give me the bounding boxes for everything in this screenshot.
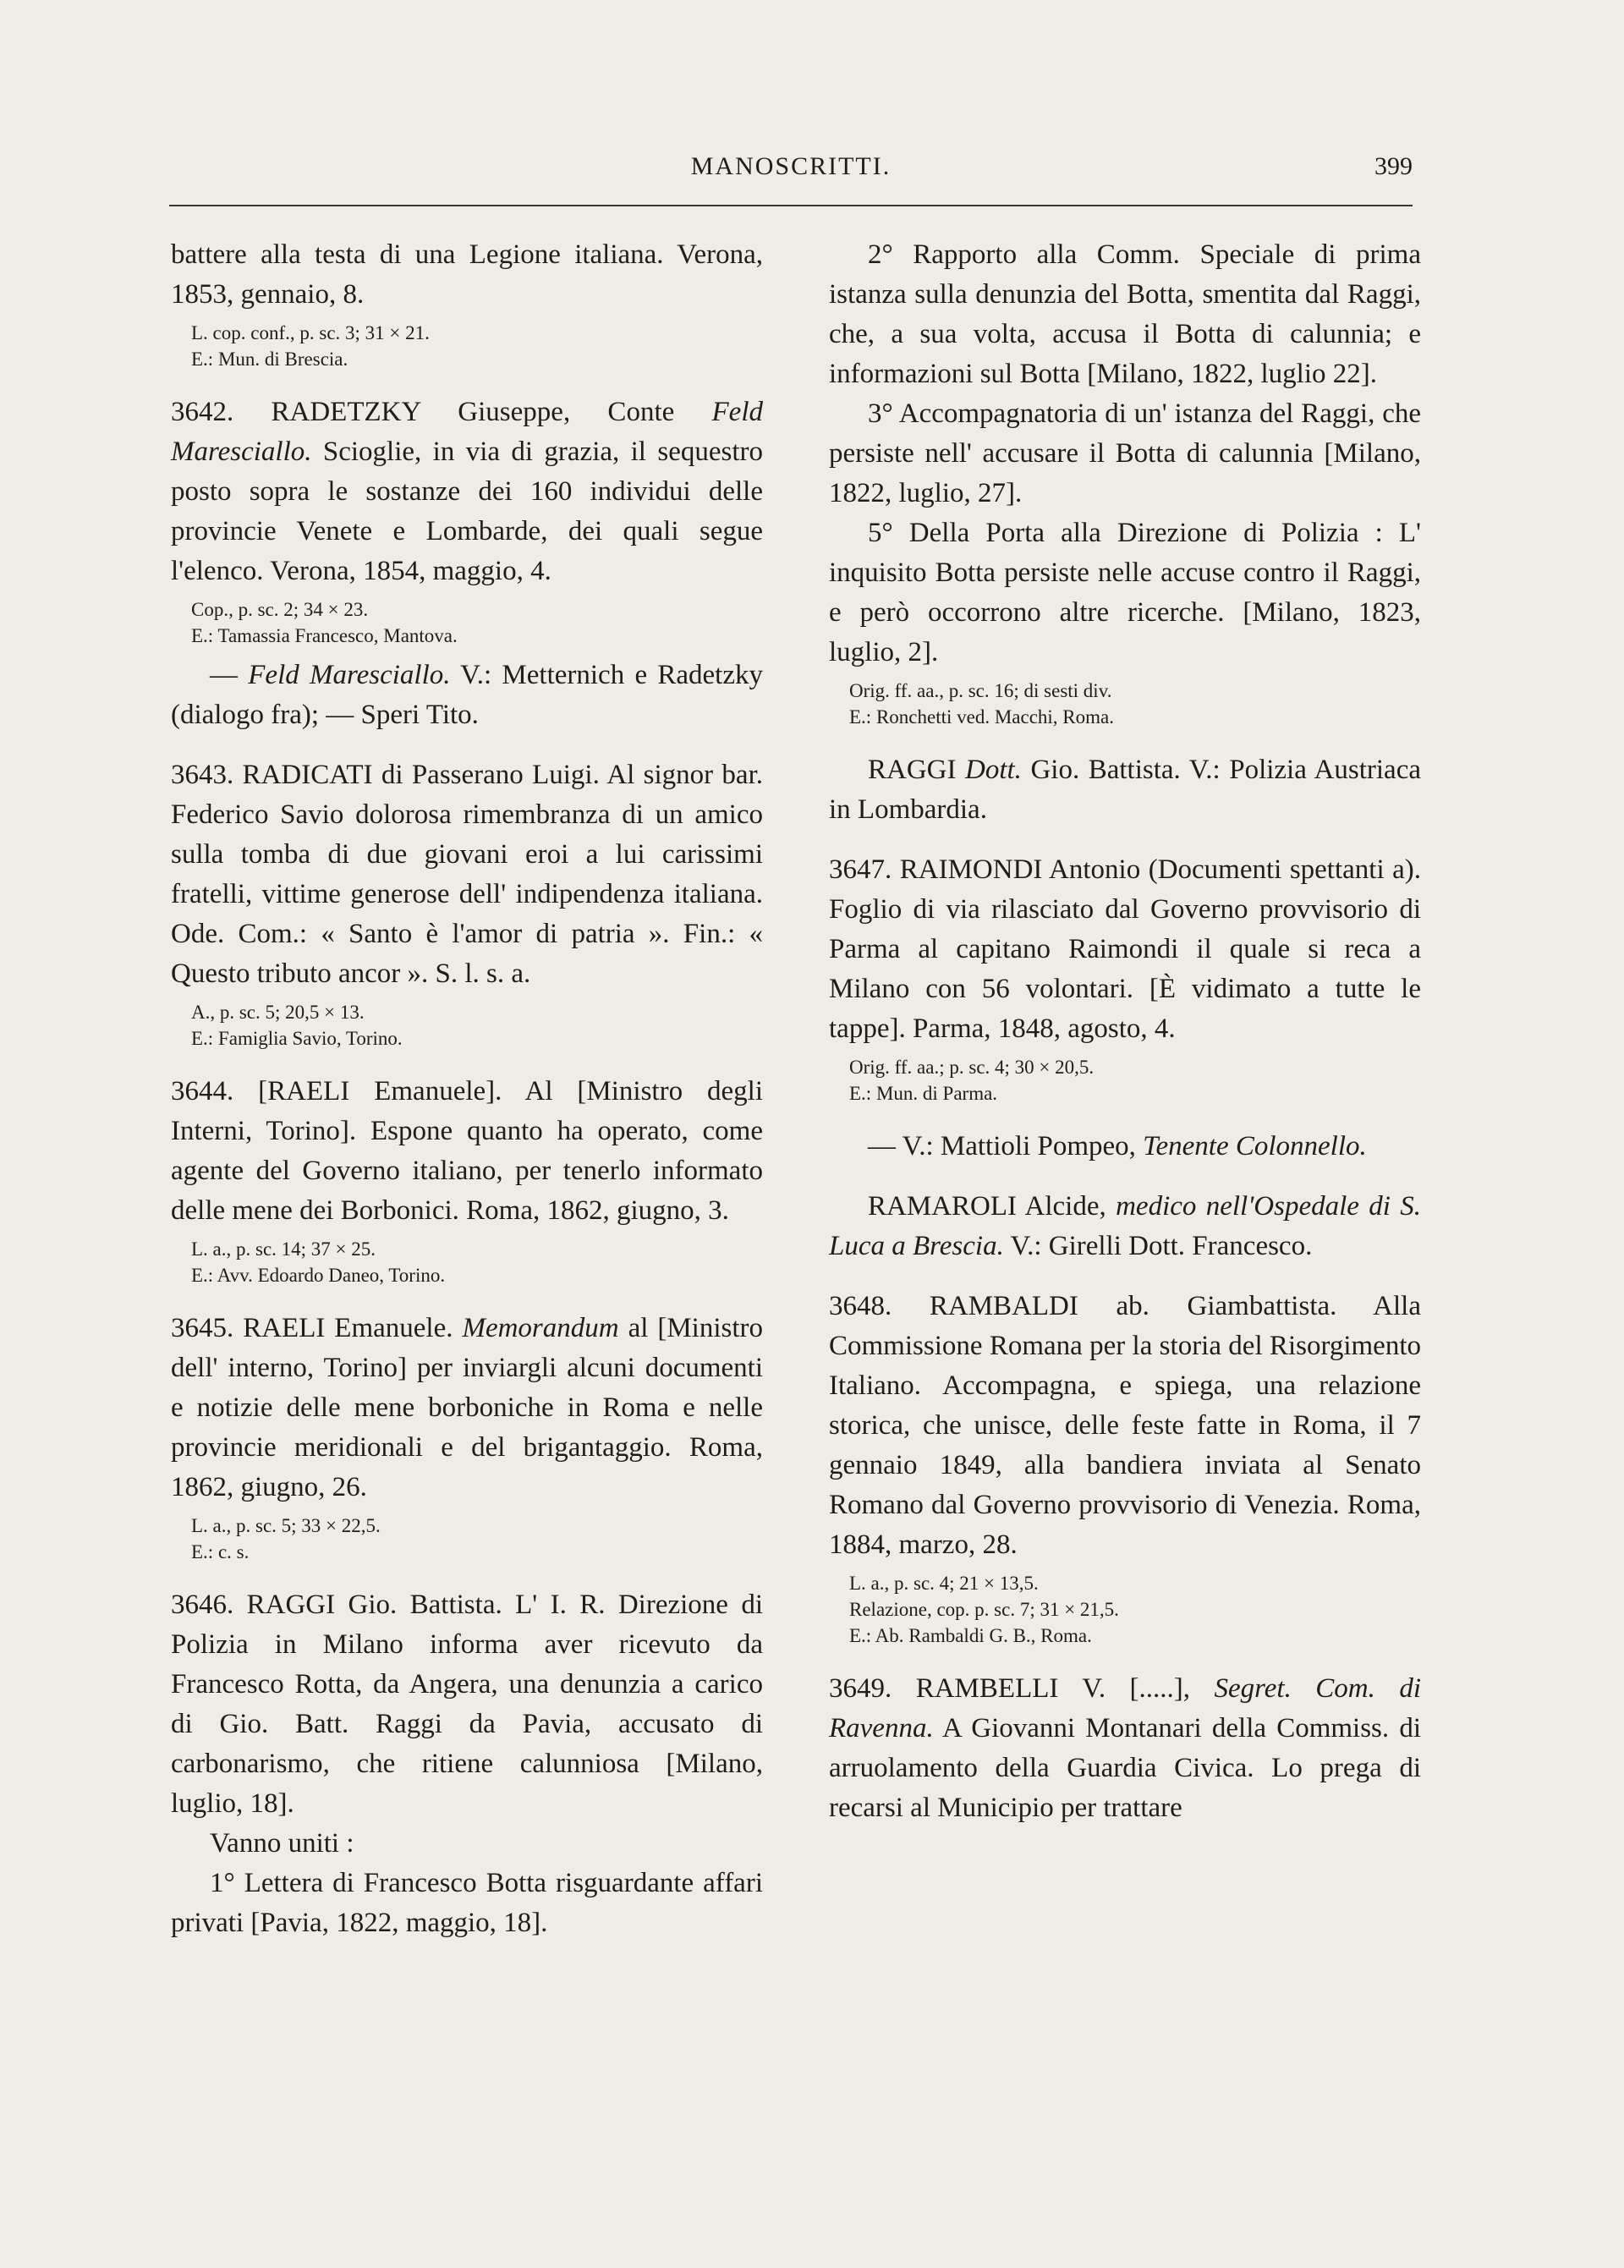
- continued-entry: [171, 235, 763, 372]
- left-column: [171, 235, 763, 1963]
- entry-heading-italic: Memorandum: [462, 1313, 619, 1343]
- entry-paragraph: 2° Rapporto alla Comm. Speciale di prima istanza sulla denunzia del Botta, smentita dal Raggi, che, a sua volta, accusa il Botta di calunnia; e informazioni sul Botta [Milano, 1822, luglio 22].: [829, 239, 1421, 389]
- meta-line: E.: Ronchetti ved. Macchi, Roma.: [849, 706, 1114, 728]
- entry-meta: [191, 999, 763, 1052]
- page-number: 399: [1374, 152, 1413, 180]
- entry-paragraph: 3° Accompagnatoria di un' istanza del Raggi, che persiste nell' accusare il Botta di calunnia [Milano, 1822, luglio, 27].: [829, 398, 1421, 508]
- entry-heading: 3642. RADETZKY Giuseppe, Conte: [171, 397, 712, 427]
- entry-3647: [829, 850, 1421, 1107]
- entry-3648: [829, 1287, 1421, 1649]
- xref-prefix: RAMAROLI Alcide,: [868, 1191, 1116, 1222]
- entry-text: 3648. RAMBALDI ab. Giambattista. Alla Commissione Romana per la storia del Risorgimento Italiano. Accompagna, e spiega, una relazione storica, che unisce, delle feste fatte in Roma, il 7 gennaio 1849, alla bandiera inviata al Senato Romano dal Governo provvisorio di Venezia. Roma, 1884, marzo, 28.: [829, 1291, 1421, 1560]
- entry-meta: [849, 1054, 1421, 1107]
- continued-entry: [829, 235, 1421, 730]
- right-column: [829, 235, 1421, 1848]
- entry-text: battere alla testa di una Legione italiana. Verona, 1853, gennaio, 8.: [171, 239, 763, 310]
- entry-text: [171, 1309, 763, 1507]
- entry-body: A Giovanni Montanari della Commiss. di arruolamento della Guardia Civica. Lo prega di recarsi al Municipio per trattare: [829, 1713, 1421, 1823]
- entry-body: Scioglie, in via di grazia, il sequestro posto sopra le sostanze dei 160 individui delle provincie Venete e Lombarde, dei quali segue l'elenco. Verona, 1854, maggio, 4.: [171, 437, 763, 586]
- xref-italic: Dott.: [965, 755, 1022, 785]
- entry-3642: [171, 393, 763, 735]
- entry-3643: [171, 755, 763, 1052]
- xref-prefix: RAGGI: [868, 755, 966, 785]
- cross-reference: [829, 1127, 1421, 1167]
- entry-meta: [849, 678, 1421, 730]
- meta-line: E.: Tamassia Francesco, Mantova.: [191, 625, 458, 646]
- meta-line: E.: c. s.: [191, 1541, 250, 1562]
- entry-3649: [829, 1669, 1421, 1828]
- entry-heading: 3649. RAMBELLI V. [.....],: [829, 1673, 1215, 1704]
- entry-meta: [191, 320, 763, 372]
- meta-line: Relazione, cop. p. sc. 7; 31 × 21,5.: [849, 1599, 1119, 1620]
- cross-reference: [829, 1187, 1421, 1266]
- meta-line: E.: Avv. Edoardo Daneo, Torino.: [191, 1265, 446, 1286]
- entry-heading-italic: Segret. Com. di Ravenna.: [829, 1673, 1422, 1744]
- entry-paragraph: Vanno uniti :: [210, 1828, 354, 1859]
- entry-body: al [Ministro dell' interno, Torino] per inviargli alcuni documenti e notizie delle mene borboniche in Roma e nelle provincie meridionali e del brigantaggio. Roma, 1862, giugno, 26.: [171, 1313, 763, 1502]
- meta-line: L. a., p. sc. 5; 33 × 22,5.: [191, 1515, 381, 1536]
- entry-heading-italic: Feld Maresciallo.: [171, 397, 763, 467]
- xref-prefix: — V.: Mattioli Pompeo,: [868, 1131, 1144, 1161]
- meta-line: E.: Mun. di Parma.: [849, 1083, 998, 1104]
- entry-text: 3646. RAGGI Gio. Battista. L' I. R. Direzione di Polizia in Milano informa aver ricevuto da Francesco Rotta, da Angera, una denunzia a carico di Gio. Batt. Raggi da Pavia, accusato di carbonarismo, che ritiene calunniosa [Milano, luglio, 18].: [171, 1590, 763, 1819]
- entry-meta: [849, 1570, 1421, 1649]
- meta-line: L. a., p. sc. 14; 37 × 25.: [191, 1238, 376, 1260]
- entry-heading: 3645. RAELI Emanuele.: [171, 1313, 463, 1343]
- xref-text: V.: Metternich e Radetzky (dialogo fra); — Speri Tito.: [171, 660, 763, 730]
- meta-line: Cop., p. sc. 2; 34 × 23.: [191, 599, 369, 620]
- entry-meta: [191, 1236, 763, 1288]
- xref-italic: Feld Maresciallo.: [248, 660, 451, 690]
- entry-meta: [191, 596, 763, 649]
- cross-reference: [829, 750, 1421, 830]
- meta-line: E.: Mun. di Brescia.: [191, 349, 348, 370]
- header-rule: [169, 205, 1413, 206]
- entry-3645: [171, 1309, 763, 1565]
- entry-text: [171, 393, 763, 591]
- entry-3644: [171, 1072, 763, 1288]
- xref-text: V.: Girelli Dott. Francesco.: [1003, 1231, 1313, 1261]
- cross-reference: [171, 656, 763, 735]
- meta-line: Orig. ff. aa., p. sc. 16; di sesti div.: [849, 680, 1112, 701]
- meta-line: Orig. ff. aa.; p. sc. 4; 30 × 20,5.: [849, 1057, 1095, 1078]
- cross-reference-mattioli: [829, 1127, 1421, 1167]
- entry-meta: [191, 1513, 763, 1565]
- running-title: MANOSCRITTI.: [690, 152, 892, 180]
- cross-reference-ramaroli: [829, 1187, 1421, 1266]
- entry-3646: [171, 1585, 763, 1943]
- xref-italic: Tenente Colonnello.: [1143, 1131, 1367, 1161]
- entry-text: 3647. RAIMONDI Antonio (Documenti spettanti a). Foglio di via rilasciato dal Governo provvisorio di Parma al capitano Raimondi il quale si reca a Milano con 56 volontari. [È vidimato a tutte le tappe]. Parma, 1848, agosto, 4.: [829, 854, 1421, 1044]
- cross-reference-raggi: [829, 750, 1421, 830]
- xref-text: Gio. Battista. V.: Polizia Austriaca in Lombardia.: [829, 755, 1421, 825]
- entry-paragraph: 5° Della Porta alla Direzione di Polizia : L' inquisito Botta persiste nelle accuse contro il Raggi, e però occorrono altre ricerche. [Milano, 1823, luglio, 2].: [829, 518, 1421, 667]
- entry-text: 3643. RADICATI di Passerano Luigi. Al signor bar. Federico Savio dolorosa rimembranza di un amico sulla tomba di due giovani eroi a lui carissimi fratelli, vittime generose dell' indipendenza italiana. Ode. Com.: « Santo è l'amor di patria ». Fin.: « Questo tributo ancor ». S. l. s. a.: [171, 760, 763, 989]
- page-header: [169, 152, 1413, 203]
- meta-line: E.: Famiglia Savio, Torino.: [191, 1028, 403, 1049]
- meta-line: L. a., p. sc. 4; 21 × 13,5.: [849, 1573, 1039, 1594]
- entry-paragraph: 1° Lettera di Francesco Botta risguardante affari privati [Pavia, 1822, maggio, 18].: [171, 1868, 763, 1938]
- meta-line: A., p. sc. 5; 20,5 × 13.: [191, 1002, 365, 1023]
- entry-text: 3644. [RAELI Emanuele]. Al [Ministro degli Interni, Torino]. Espone quanto ha operato, come agente del Governo italiano, per tenerlo informato delle mene dei Borbonici. Roma, 1862, giugno, 3.: [171, 1076, 763, 1226]
- xref-prefix: —: [210, 660, 249, 690]
- meta-line: E.: Ab. Rambaldi G. B., Roma.: [849, 1625, 1092, 1646]
- entry-text: [829, 1669, 1421, 1828]
- meta-line: L. cop. conf., p. sc. 3; 31 × 21.: [191, 322, 430, 343]
- xref-italic: medico nell'Ospedale di S. Luca a Brescia.: [829, 1191, 1422, 1261]
